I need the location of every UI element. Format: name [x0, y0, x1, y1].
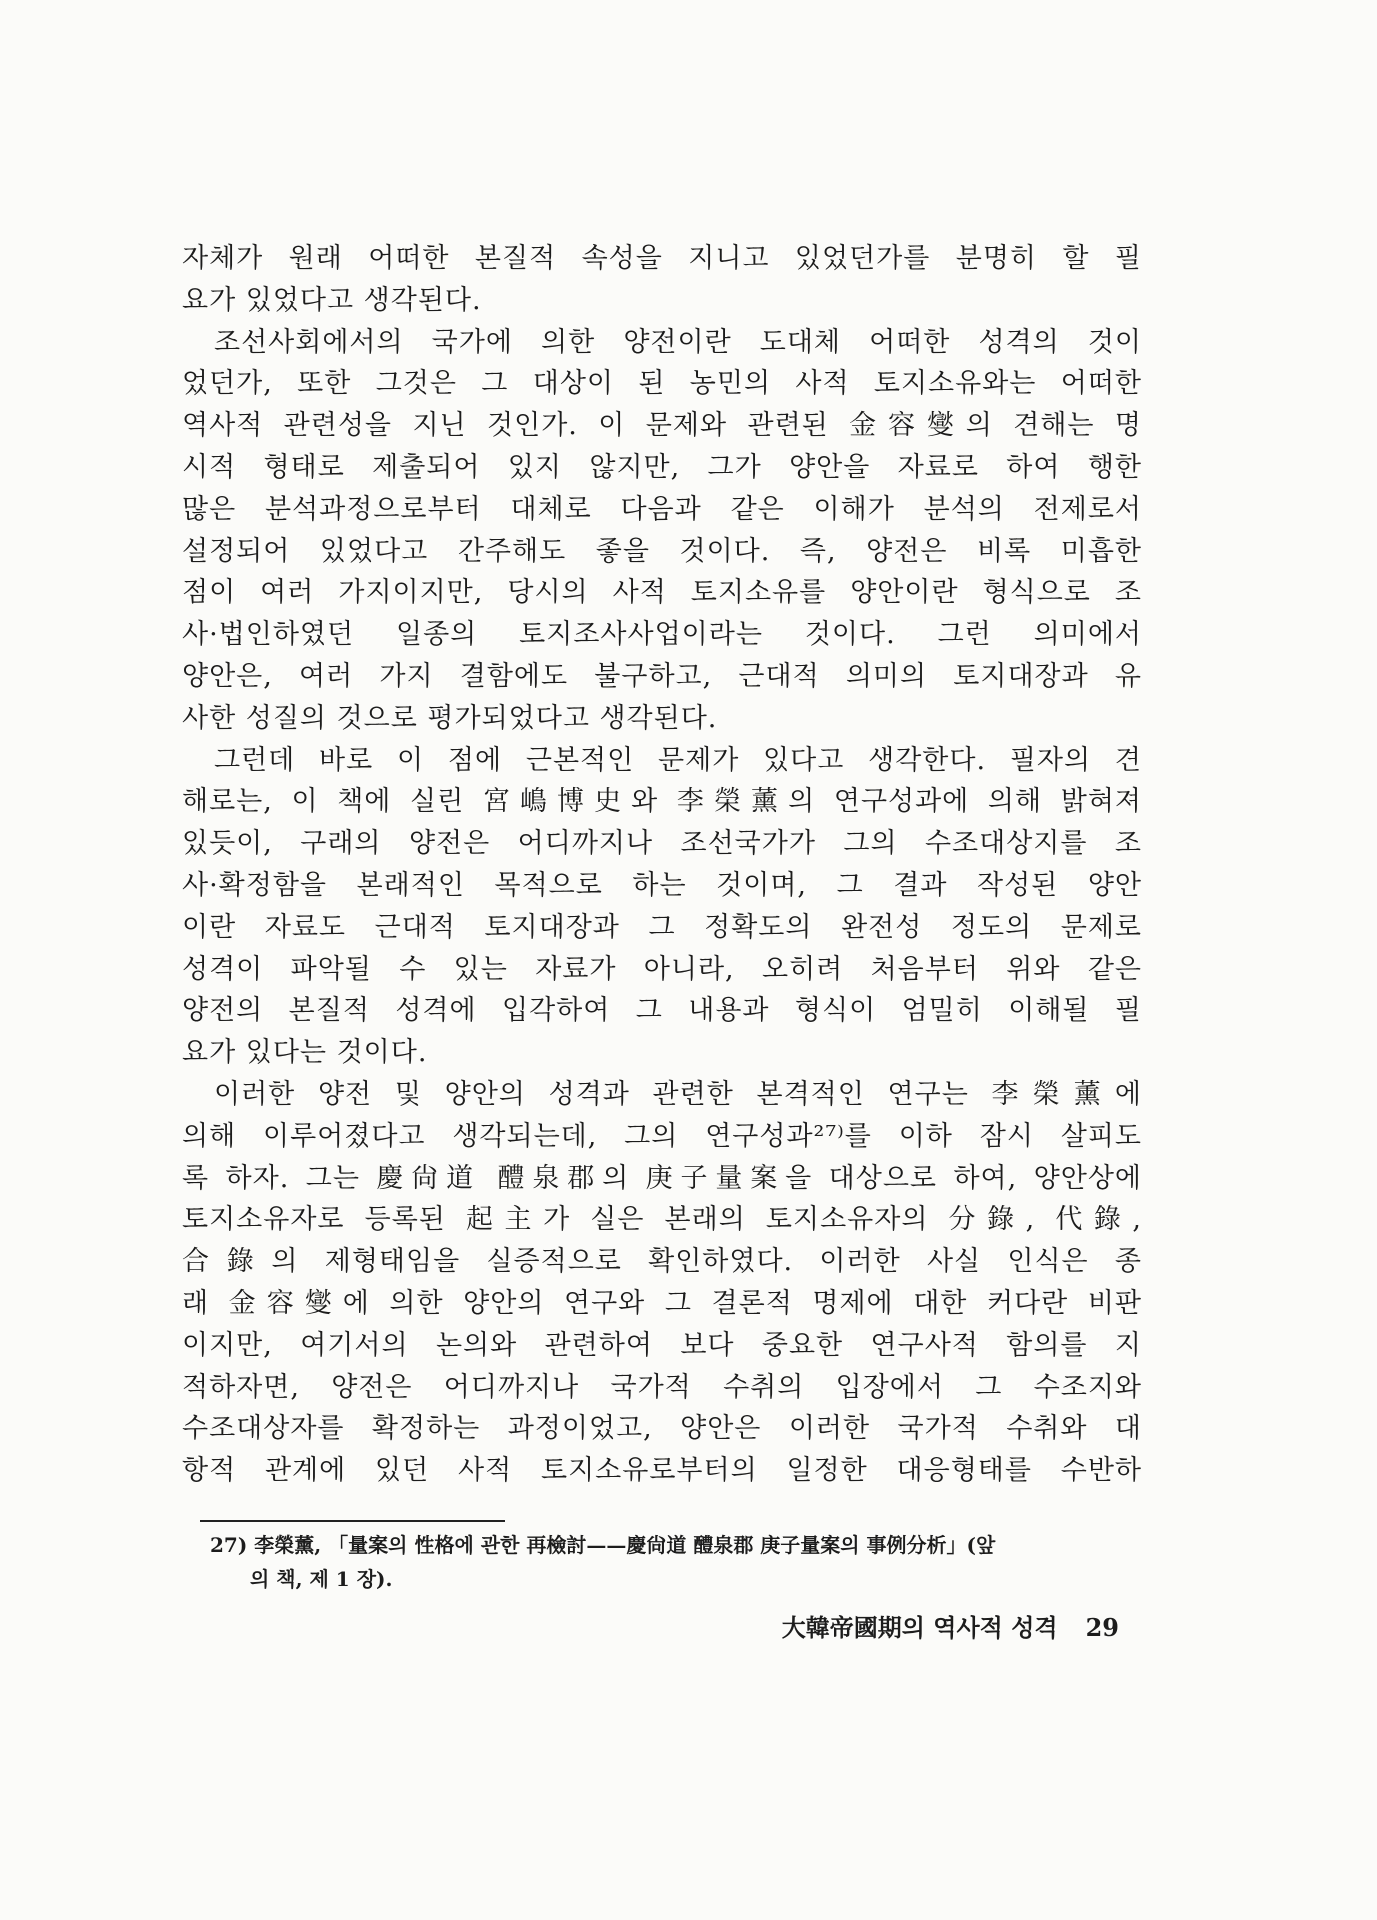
text-line: 록 하자. 그는 慶尙道 醴泉郡의 庚子量案을 대상으로 하여, 양안상에 — [182, 1162, 1142, 1194]
text-line: 이지만, 여기서의 논의와 관련하여 보다 중요한 연구사적 함의를 지 — [182, 1329, 1142, 1361]
text-line: 자체가 원래 어떠한 본질적 속성을 지니고 있었던가를 분명히 할 필 — [182, 243, 1142, 274]
text-line: 설정되어 있었다고 간주해도 좋을 것이다. 즉, 양전은 비록 미흡한 — [182, 535, 1142, 567]
running-title: 大韓帝國期의 역사적 성격 — [781, 1613, 1058, 1642]
footnote-line: 27) 李榮薰, 「量案의 性格에 관한 再檢討——慶尙道 醴泉郡 庚子量案의 事例分析」(앞 — [210, 1533, 996, 1557]
text-line: 많은 분석과정으로부터 대체로 다음과 같은 이해가 분석의 전제로서 — [182, 493, 1142, 525]
text-line: 역사적 관련성을 지닌 것인가. 이 문제와 관련된 金容燮의 견해는 명 — [182, 410, 1142, 442]
body-text — [182, 238, 1142, 1492]
text-line: 수조대상자를 확정하는 과정이었고, 양안은 이러한 국가적 수취와 대 — [182, 1413, 1142, 1445]
text-line: 항적 관계에 있던 사적 토지소유로부터의 일정한 대응형태를 수반하 — [182, 1455, 1142, 1487]
text-line: 사·법인하였던 일종의 토지조사사업이라는 것이다. 그런 의미에서 — [182, 619, 1142, 651]
text-line: 래 金容燮에 의한 양안의 연구와 그 결론적 명제에 대한 커다란 비판 — [182, 1287, 1142, 1319]
text-line: 의해 이루어졌다고 생각되는데, 그의 연구성과²⁷⁾를 이하 잠시 살피도 — [182, 1120, 1142, 1152]
page-number: 29 — [1085, 1613, 1119, 1642]
text-line: 양전의 본질적 성격에 입각하여 그 내용과 형식이 엄밀히 이해될 필 — [182, 995, 1142, 1027]
text-line: 점이 여러 가지이지만, 당시의 사적 토지소유를 양안이란 형식으로 조 — [182, 577, 1142, 609]
text-line: 요가 있다는 것이다. — [182, 1037, 428, 1069]
text-line: 양안은, 여러 가지 결함에도 불구하고, 근대적 의미의 토지대장과 유 — [182, 660, 1142, 692]
text-line: 었던가, 또한 그것은 그 대상이 된 농민의 사적 토지소유와는 어떠한 — [182, 368, 1142, 400]
text-line: 시적 형태로 제출되어 있지 않지만, 그가 양안을 자료로 하여 행한 — [182, 451, 1142, 483]
paragraph-first-line: 이러한 양전 및 양안의 성격과 관련한 본격적인 연구는 李榮薰에 — [214, 1078, 1142, 1110]
footnote — [210, 1528, 1135, 1596]
footnote-divider — [200, 1520, 505, 1522]
text-line: 合錄의 제형태임을 실증적으로 확인하였다. 이러한 사실 인식은 종 — [182, 1246, 1142, 1278]
footnote-line: 의 책, 제 1 장). — [250, 1567, 393, 1591]
text-line: 적하자면, 양전은 어디까지나 국가적 수취의 입장에서 그 수조지와 — [182, 1371, 1142, 1403]
text-line: 해로는, 이 책에 실린 宮嶋博史와 李榮薰의 연구성과에 의해 밝혀져 — [182, 786, 1142, 818]
text-line: 성격이 파악될 수 있는 자료가 아니라, 오히려 처음부터 위와 같은 — [182, 953, 1142, 985]
paragraph-first-line: 조선사회에서의 국가에 의한 양전이란 도대체 어떠한 성격의 것이 — [214, 326, 1142, 358]
text-line: 이란 자료도 근대적 토지대장과 그 정확도의 완전성 정도의 문제로 — [182, 911, 1142, 943]
paragraph-first-line: 그런데 바로 이 점에 근본적인 문제가 있다고 생각한다. 필자의 견 — [214, 744, 1142, 776]
text-line: 토지소유자로 등록된 起主가 실은 본래의 토지소유자의 分錄, 代錄, — [182, 1204, 1142, 1236]
running-footer — [782, 1608, 1119, 1643]
text-line: 사·확정함을 본래적인 목적으로 하는 것이며, 그 결과 작성된 양안 — [182, 869, 1142, 901]
text-line: 요가 있었다고 생각된다. — [182, 284, 482, 316]
text-line: 사한 성질의 것으로 평가되었다고 생각된다. — [182, 702, 718, 734]
text-line: 있듯이, 구래의 양전은 어디까지나 조선국가가 그의 수조대상지를 조 — [182, 828, 1142, 860]
